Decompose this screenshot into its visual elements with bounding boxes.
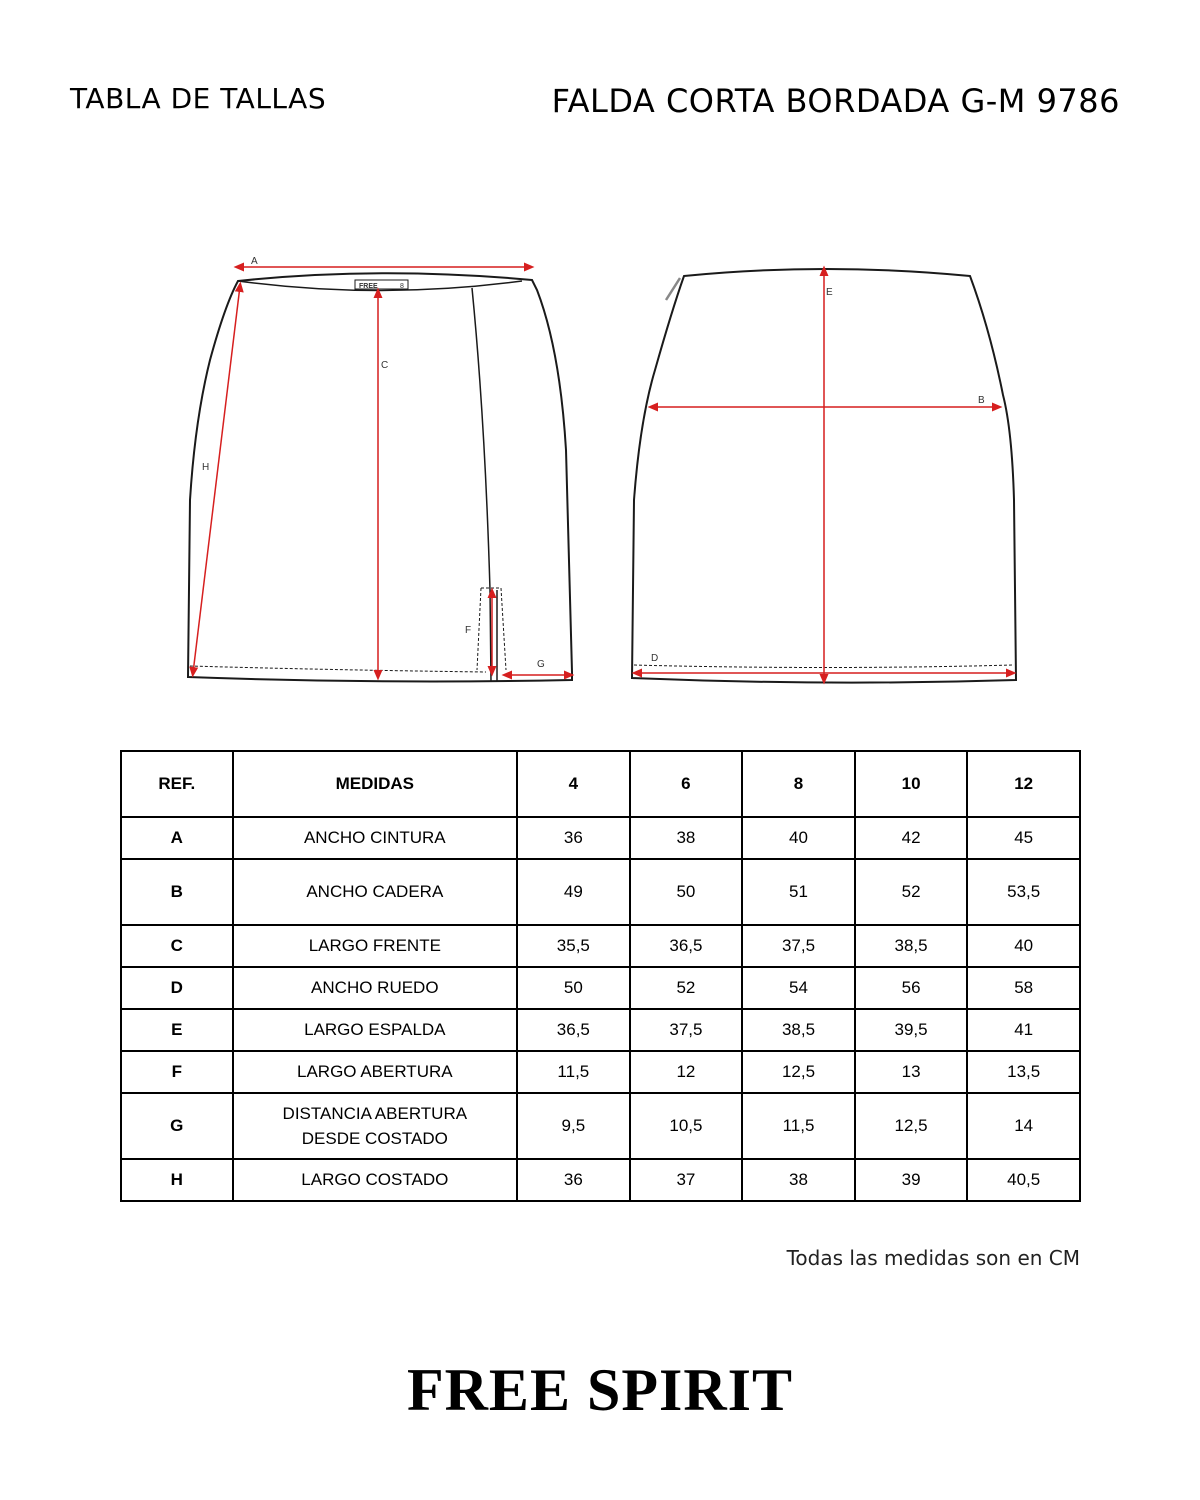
row-value: 37 [630, 1159, 743, 1201]
row-value: 38,5 [855, 925, 968, 967]
table-row [121, 967, 1080, 1009]
skirt-measurement-diagram [0, 240, 1200, 700]
size-table [120, 750, 1081, 1202]
row-ref: H [121, 1159, 233, 1201]
brand-logo: FREE SPIRIT [406, 1357, 794, 1423]
svg-text:FREE: FREE [359, 283, 378, 290]
row-medida: ANCHO CINTURA [233, 817, 517, 859]
row-value: 40 [742, 817, 855, 859]
row-value: 12 [630, 1051, 743, 1093]
table-header-row [121, 751, 1080, 817]
measure-h-line [193, 286, 240, 673]
row-medida-line: DESDE COSTADO [301, 1128, 448, 1148]
row-value: 12,5 [855, 1093, 968, 1159]
row-value: 14 [967, 1093, 1080, 1159]
svg-text:G: G [537, 659, 545, 670]
table-row [121, 1159, 1080, 1201]
row-ref: E [121, 1009, 233, 1051]
row-value: 42 [855, 817, 968, 859]
units-note: Todas las medidas son en CM [786, 1246, 1080, 1270]
row-value: 38,5 [742, 1009, 855, 1051]
back-view [632, 269, 1016, 683]
row-value: 11,5 [517, 1051, 630, 1093]
row-medida [233, 1093, 517, 1159]
table-row [121, 1009, 1080, 1051]
row-value: 10,5 [630, 1093, 743, 1159]
header-size: 12 [967, 751, 1080, 817]
svg-text:A: A [251, 256, 258, 267]
header-size: 8 [742, 751, 855, 817]
row-ref: C [121, 925, 233, 967]
svg-text:8: 8 [400, 283, 404, 290]
row-ref: F [121, 1051, 233, 1093]
svg-text:C: C [381, 360, 389, 371]
row-value: 37,5 [742, 925, 855, 967]
product-title: FALDA CORTA BORDADA G-M 9786 [551, 82, 1120, 120]
row-value: 40 [967, 925, 1080, 967]
table-row [121, 859, 1080, 925]
row-medida-line: DISTANCIA ABERTURA [282, 1103, 468, 1123]
row-value: 36,5 [630, 925, 743, 967]
table-row [121, 1051, 1080, 1093]
row-medida: LARGO ABERTURA [233, 1051, 517, 1093]
svg-text:E: E [826, 287, 833, 298]
row-value: 12,5 [742, 1051, 855, 1093]
row-ref: G [121, 1093, 233, 1159]
header-size: 6 [630, 751, 743, 817]
row-value: 54 [742, 967, 855, 1009]
row-value: 11,5 [742, 1093, 855, 1159]
svg-text:B: B [978, 395, 985, 406]
row-medida: ANCHO CADERA [233, 859, 517, 925]
row-value: 37,5 [630, 1009, 743, 1051]
row-medida: LARGO ESPALDA [233, 1009, 517, 1051]
table-row [121, 817, 1080, 859]
row-value: 38 [630, 817, 743, 859]
row-ref: D [121, 967, 233, 1009]
row-medida: LARGO COSTADO [233, 1159, 517, 1201]
header-size: 10 [855, 751, 968, 817]
svg-text:F: F [465, 625, 472, 636]
row-ref: B [121, 859, 233, 925]
row-value: 36 [517, 1159, 630, 1201]
size-chart-title: TABLA DE TALLAS [70, 82, 327, 115]
row-value: 51 [742, 859, 855, 925]
row-ref: A [121, 817, 233, 859]
table-row [121, 1093, 1080, 1159]
row-value: 13 [855, 1051, 968, 1093]
row-value: 36 [517, 817, 630, 859]
row-value: 9,5 [517, 1093, 630, 1159]
row-value: 35,5 [517, 925, 630, 967]
header-ref: REF. [121, 751, 233, 817]
row-value: 52 [855, 859, 968, 925]
row-value: 50 [517, 967, 630, 1009]
row-value: 36,5 [517, 1009, 630, 1051]
row-value: 45 [967, 817, 1080, 859]
svg-text:D: D [651, 653, 659, 664]
header-size: 4 [517, 751, 630, 817]
header-medidas: MEDIDAS [233, 751, 517, 817]
row-value: 52 [630, 967, 743, 1009]
table-row [121, 925, 1080, 967]
row-value: 53,5 [967, 859, 1080, 925]
row-value: 49 [517, 859, 630, 925]
row-value: 50 [630, 859, 743, 925]
row-value: 56 [855, 967, 968, 1009]
row-value: 40,5 [967, 1159, 1080, 1201]
front-view [188, 256, 572, 682]
row-value: 58 [967, 967, 1080, 1009]
row-value: 13,5 [967, 1051, 1080, 1093]
row-value: 41 [967, 1009, 1080, 1051]
svg-text:H: H [202, 462, 210, 473]
row-value: 39,5 [855, 1009, 968, 1051]
row-value: 39 [855, 1159, 968, 1201]
row-value: 38 [742, 1159, 855, 1201]
row-medida: LARGO FRENTE [233, 925, 517, 967]
row-medida: ANCHO RUEDO [233, 967, 517, 1009]
